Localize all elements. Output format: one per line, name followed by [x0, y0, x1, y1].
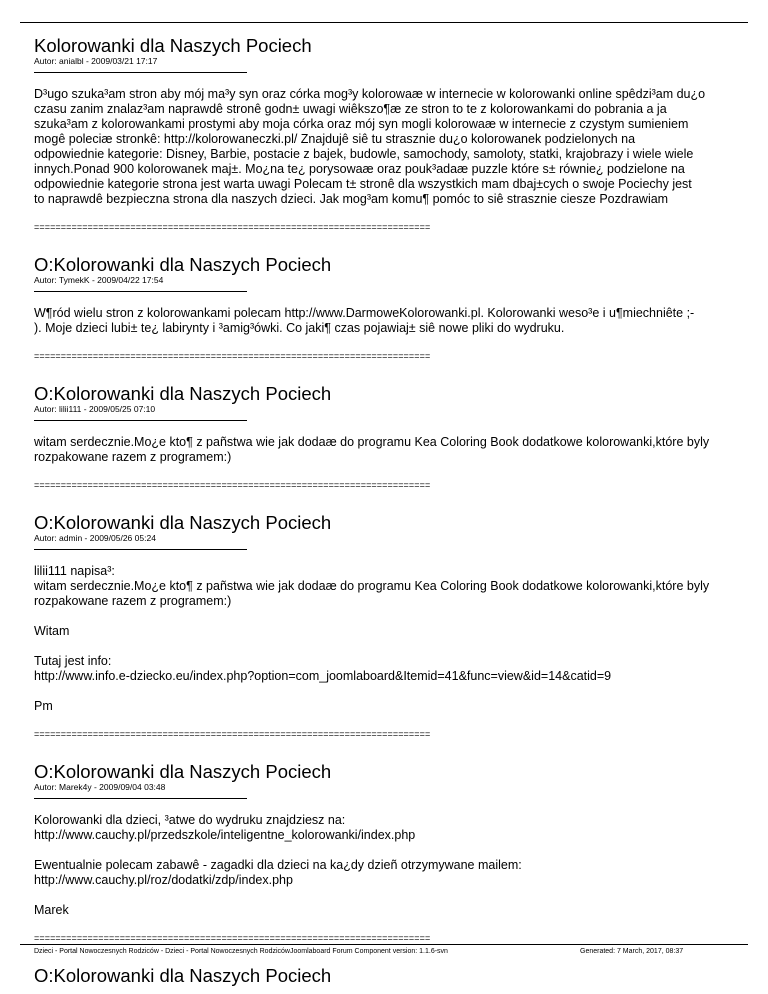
post-text-line: odpowiednie kategorie strona jest warta uwagi Polecam t± stronê dla wszystkich mam dbaj±cych o swoje Pociechy jest — [34, 177, 692, 191]
post-text-line: Tutaj jest info: — [34, 654, 112, 668]
post-paragraph — [34, 699, 744, 714]
post-text-line: rozpakowane razem z programem:) — [34, 594, 232, 608]
post-text-line: Pm — [34, 699, 53, 713]
post-author-line: Autor: admin - 2009/05/26 05:24 — [34, 533, 156, 543]
post-title: O:Kolorowanki dla Naszych Pociech — [34, 254, 332, 275]
post-paragraph — [34, 858, 744, 888]
post-title: O:Kolorowanki dla Naszych Pociech — [34, 383, 332, 404]
post-text-line: http://www.cauchy.pl/przedszkole/inteligentne_kolorowanki/index.php — [34, 828, 416, 842]
post-text-line: mogê poleciæ stronkê: http://kolorowaneczki.pl/ Znajdujê siê tu strasznie du¿o kolorowanek podzielonych na — [34, 132, 636, 146]
author-divider — [34, 798, 247, 799]
post-paragraph — [34, 813, 744, 843]
post-text-line: W¶ród wielu stron z kolorowankami polecam http://www.DarmoweKolorowanki.pl. Kolorowanki weso³e i u¶miechniête ;- — [34, 306, 695, 320]
post-paragraph — [34, 654, 744, 684]
post-text-line: to naprawdê bezpieczna strona dla naszych dzieci. Jak mog³am komu¶ pomóc to siê strasznie ciesze Pozdrawiam — [34, 192, 669, 206]
post-author-line: Autor: anialbl - 2009/03/21 17:17 — [34, 56, 158, 66]
post-title: O:Kolorowanki dla Naszych Pociech — [34, 512, 332, 533]
post-separator: ========================================================================== — [34, 351, 431, 361]
post-text-line: odpowiednie kategorie: Disney, Barbie, postacie z bajek, budowle, samochody, samoloty, statki, krajobrazy i wiele wiele — [34, 147, 694, 161]
post-separator: ========================================================================== — [34, 222, 431, 232]
post-text-line: Kolorowanki dla dzieci, ³atwe do wydruku znajdziesz na: — [34, 813, 346, 827]
post-paragraph — [34, 306, 744, 336]
footer-site-info: Dzieci - Portal Nowoczesnych Rodziców - Dzieci - Portal Nowoczesnych RodzicówJoomlaboard Forum Component version: 1.1.6-svn — [34, 948, 448, 955]
post-paragraph — [34, 435, 744, 465]
post-text-line: http://www.cauchy.pl/roz/dodatki/zdp/index.php — [34, 873, 293, 887]
post-paragraph — [34, 564, 744, 609]
post-text-line: D³ugo szuka³am stron aby mój ma³y syn oraz córka mog³y kolorowaæ w internecie w kolorowanki online spêdzi³am du¿o — [34, 87, 706, 101]
post-title: O:Kolorowanki dla Naszych Pociech — [34, 761, 332, 782]
post-separator: ========================================================================== — [34, 480, 431, 490]
forum-post — [34, 36, 744, 255]
post-text-line: innych.Ponad 900 kolorowanek maj±. Mo¿na te¿ porysowaæ oraz pouk³adaæ puzzle które s± równie¿ podzielone na — [34, 162, 685, 176]
post-author-line: Autor: Marek4y - 2009/09/04 03:48 — [34, 782, 166, 792]
author-divider — [34, 420, 247, 421]
forum-post — [34, 762, 744, 966]
post-text-line: lilii111 napisa³: — [34, 564, 115, 578]
post-paragraph — [34, 624, 744, 639]
post-separator: ========================================================================== — [34, 933, 431, 943]
forum-post — [34, 384, 744, 513]
post-text-line: ). Moje dzieci lubi± te¿ labirynty i ³amig³ówki. Co jaki¶ czas pojawiaj± siê nowe pliki do wydruku. — [34, 321, 565, 335]
footer-rule — [20, 944, 748, 945]
author-divider — [34, 291, 247, 292]
post-author-line: Autor: lilii111 - 2009/05/25 07:10 — [34, 404, 156, 414]
post-text-line: witam serdecznie.Mo¿e kto¶ z pañstwa wie jak dodaæ do programu Kea Coloring Book dodatkowe kolorowanki,które byly — [34, 435, 710, 449]
post-text-line: http://www.info.e-dziecko.eu/index.php?option=com_joomlaboard&Itemid=41&func=view&id=14&catid=9 — [34, 669, 612, 683]
footer-generated-date: Generated: 7 March, 2017, 08:37 — [580, 948, 684, 955]
post-text-line: szuka³am z kolorowankami prostymi aby moja córka oraz mój syn mogli kolorowaæ w internecie z czystym sumieniem — [34, 117, 689, 131]
forum-post — [34, 255, 744, 384]
post-text-line: witam serdecznie.Mo¿e kto¶ z pañstwa wie jak dodaæ do programu Kea Coloring Book dodatkowe kolorowanki,które byly — [34, 579, 710, 593]
post-text-line: Marek — [34, 903, 69, 917]
post-text-line: Ewentualnie polecam zabawê - zagadki dla dzieci na ka¿dy dzieñ otrzymywane mailem: — [34, 858, 522, 872]
author-divider — [34, 549, 247, 550]
forum-post — [34, 966, 744, 986]
post-text-line: Witam — [34, 624, 70, 638]
forum-thread — [34, 36, 744, 986]
post-paragraph — [34, 903, 744, 918]
forum-post — [34, 513, 744, 762]
post-title: Kolorowanki dla Naszych Pociech — [34, 35, 312, 56]
author-divider — [34, 72, 247, 73]
header-rule — [20, 22, 748, 23]
post-separator: ========================================================================== — [34, 729, 431, 739]
post-author-line: Autor: TymekK - 2009/04/22 17:54 — [34, 275, 164, 285]
post-paragraph — [34, 87, 744, 207]
post-text-line: rozpakowane razem z programem:) — [34, 450, 232, 464]
post-title: O:Kolorowanki dla Naszych Pociech — [34, 965, 332, 986]
post-text-line: czasu zanim znalaz³am naprawdê stronê godn± uwagi wiêkszo¶æ ze stron to te z kolorowankami do pobrania a ja — [34, 102, 667, 116]
